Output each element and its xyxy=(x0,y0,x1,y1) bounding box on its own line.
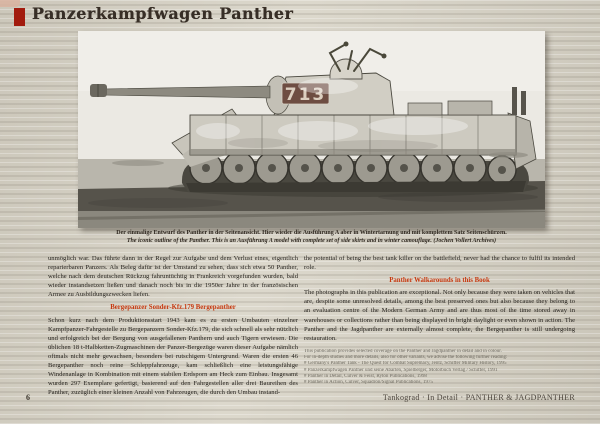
photo-caption xyxy=(70,230,553,245)
reading-item: # Panther in Detail, Culver & Feist, Ryton Publications, 1998 xyxy=(304,374,427,380)
page-title: Panzerkampfwagen Panther xyxy=(32,4,294,23)
right-section-heading: Panther Walkarounds in this Book xyxy=(389,277,490,285)
notes-intro-line-2: For in-depth studies and more details, also for other variants, we advise the following further reading: xyxy=(304,355,508,361)
reading-item: # Panther in Action, Culver, Squadron/Signal Publications, 1975 xyxy=(304,380,433,386)
further-reading-notes xyxy=(304,349,575,387)
footer-series-title: Tankograd · In Detail · PANTHER & JAGDPANTHER xyxy=(382,393,575,402)
title-accent-block xyxy=(14,8,25,26)
notes-intro-line-1: This publication provides selected coverage on the Panther and Jagdpanther in detail and in colour. xyxy=(304,348,502,354)
reading-item: # Panzerkampfwagen Panther und seine Abarten, Spielberger, Motorbuch Verlag / Schiffer, 1991 xyxy=(304,367,498,373)
paper-corner-smudge xyxy=(0,0,20,7)
right-paragraph-2: The photographs in this publication are exceptional. Not only because they were taken on vehicles that are, despite some unresolved details, among the best preserved ones but also because they belong to an evaluation centre of the Modern German Army and are thus most of the time stored away in warehouses or collections rather than being displayed in bright daylight or even shown in action. The Panther and the Jagdpanther are externally almost complete, the Bergepanther is still undergoing restauration. xyxy=(304,289,575,342)
left-section-heading: Bergepanzer Sonder-Kfz.179 Bergepanther xyxy=(110,304,236,312)
body-column-right xyxy=(304,254,575,387)
left-paragraph-1: unmöglich war. Das führte dann in der Regel zur Aufgabe und dem Verlust eines, eigentlich reparierbaren Panzers. Als Beleg dafür ist der Umstand zu sehen, dass sich etwa 50 Panther, welche nach dem deutschen Rückzug fahruntüchtig in Frankreich vorgefunden wurden, bald wieder instandsetzen ließen und danach noch bis in die 1950er Jahre in der französischen Armee zu Ausbildungszwecken liefen. xyxy=(48,255,298,299)
right-paragraph-1: the potential of being the best tank killer on the battlefield, never had the chance to fulfil its intended role. xyxy=(304,255,575,272)
left-paragraph-2: Schon kurz nach dem Produktionsstart 1943 kam es zu ersten Umbauten einzelner Kampfpanzer-Fahrgestelle zu Bergepanzern Sonder-Kfz.179, die sich schnell als sehr nützlich und erfolgreich bei der Bergung von ausgefallenen Panthern und auch Tigern erwiesen. Die üblichen 18 t-Halbketten-Zugmaschinen der Panzer-Bergezüge waren dieser Aufgabe nämlich oftmals nicht mehr gewachsen, besonders bei rutschigem Untergrund. Waren die ersten 46 Bergepanther noch reine Schleppfahrzeuge, kam schließlich eine leistungsfähige Windenanlage in Kombination mit einem stabilen Erdsporn am Heck zum Einbau. Insgesamt wurden 297 Exemplare gefertigt, basierend auf den Fahrgestellen aller drei Baureihen des Panther, zuzüglich einer kleinen Anzahl von Fahrzeugen, die durch den Umbau instand- xyxy=(48,316,298,397)
body-column-left xyxy=(48,254,298,397)
page-number: 6 xyxy=(26,393,30,402)
turret-number: 713 xyxy=(284,85,327,105)
panther-photo xyxy=(78,31,545,228)
panther-photo-illustration xyxy=(78,31,545,228)
photo-caption-english: The iconic outline of the Panther. This is an Ausführung A model with complete set of side skirts and in winter camouflage. (Jochen Vollert Archives) xyxy=(126,237,497,244)
reading-item: # Germany's Panther Tank - The Quest for Combat Supremacy, Jentz, Schiffer Military History, 1995 xyxy=(304,361,507,367)
photo-caption-german: Der einmalige Entwurf des Panther in der Seitenansicht. Hier wieder die Ausführung A aber in Wintertarnung und mit komplettem Satz Seitenschürzen. xyxy=(116,230,507,236)
